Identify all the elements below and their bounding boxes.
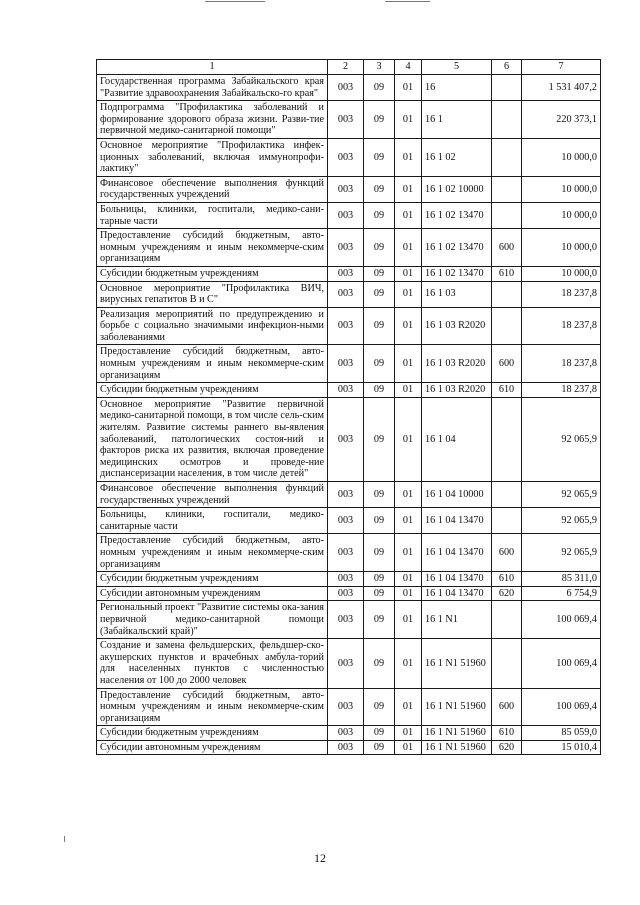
budget-table <box>96 59 601 755</box>
ministry-code-cell: 003 <box>328 176 364 202</box>
table-row <box>97 572 601 587</box>
table-row <box>97 639 601 688</box>
subsection-code-cell: 01 <box>395 266 422 281</box>
subsection-code-cell: 01 <box>395 572 422 587</box>
amount-cell: 18 237,8 <box>522 307 601 345</box>
expense-type-cell <box>492 508 522 534</box>
section-code-cell: 09 <box>364 482 395 508</box>
section-code-cell: 09 <box>364 75 395 101</box>
table-row <box>97 740 601 755</box>
subsection-code-cell: 01 <box>395 397 422 481</box>
expense-type-cell <box>492 281 522 307</box>
ministry-code-cell: 003 <box>328 572 364 587</box>
row-name-cell: Предоставление субсидий бюджетным, авто-номным учреждениям и иным некоммерче-ским организациям <box>97 688 328 726</box>
expense-type-cell: 610 <box>492 266 522 281</box>
target-article-cell: 16 1 04 13470 <box>422 586 492 601</box>
expense-type-cell: 610 <box>492 572 522 587</box>
column-header: 5 <box>422 60 492 75</box>
subsection-code-cell: 01 <box>395 601 422 639</box>
table-row <box>97 101 601 139</box>
row-name-cell: Государственная программа Забайкальского края "Развитие здравоохранения Забайкальско-го края" <box>97 75 328 101</box>
section-code-cell: 09 <box>364 138 395 176</box>
row-name-cell: Субсидии бюджетным учреждениям <box>97 572 328 587</box>
section-code-cell: 09 <box>364 229 395 267</box>
expense-type-cell <box>492 138 522 176</box>
ministry-code-cell: 003 <box>328 229 364 267</box>
row-name-cell: Субсидии бюджетным учреждениям <box>97 266 328 281</box>
subsection-code-cell: 01 <box>395 75 422 101</box>
section-code-cell: 09 <box>364 397 395 481</box>
section-code-cell: 09 <box>364 508 395 534</box>
amount-cell: 10 000,0 <box>522 266 601 281</box>
subsection-code-cell: 01 <box>395 383 422 398</box>
ministry-code-cell: 003 <box>328 397 364 481</box>
section-code-cell: 09 <box>364 726 395 741</box>
table-row <box>97 176 601 202</box>
expense-type-cell: 620 <box>492 586 522 601</box>
expense-type-cell <box>492 75 522 101</box>
row-name-cell: Предоставление субсидий бюджетным, авто-номным учреждениям и иным некоммерче-ским организациям <box>97 345 328 383</box>
ministry-code-cell: 003 <box>328 345 364 383</box>
table-row <box>97 307 601 345</box>
section-code-cell: 09 <box>364 601 395 639</box>
target-article-cell: 16 1 02 13470 <box>422 229 492 267</box>
expense-type-cell <box>492 101 522 139</box>
scan-mark-top-right <box>385 1 430 2</box>
expense-type-cell: 610 <box>492 383 522 398</box>
expense-type-cell: 600 <box>492 534 522 572</box>
subsection-code-cell: 01 <box>395 345 422 383</box>
table-row <box>97 75 601 101</box>
section-code-cell: 09 <box>364 266 395 281</box>
target-article-cell: 16 1 N1 51960 <box>422 688 492 726</box>
amount-cell: 15 010,4 <box>522 740 601 755</box>
ministry-code-cell: 003 <box>328 688 364 726</box>
section-code-cell: 09 <box>364 307 395 345</box>
subsection-code-cell: 01 <box>395 726 422 741</box>
ministry-code-cell: 003 <box>328 508 364 534</box>
row-name-cell: Финансовое обеспечение выполнения функций государственных учреждений <box>97 176 328 202</box>
scan-mark-top <box>205 1 265 2</box>
target-article-cell: 16 1 N1 51960 <box>422 639 492 688</box>
amount-cell: 10 000,0 <box>522 229 601 267</box>
section-code-cell: 09 <box>364 534 395 572</box>
scan-mark-left <box>64 836 65 842</box>
target-article-cell: 16 1 04 <box>422 397 492 481</box>
amount-cell: 18 237,8 <box>522 281 601 307</box>
table-row <box>97 281 601 307</box>
section-code-cell: 09 <box>364 345 395 383</box>
row-name-cell: Предоставление субсидий бюджетным, авто-номным учреждениям и иным некоммерче-ским организациям <box>97 534 328 572</box>
target-article-cell: 16 1 03 R2020 <box>422 307 492 345</box>
target-article-cell: 16 1 03 R2020 <box>422 345 492 383</box>
table-row <box>97 138 601 176</box>
row-name-cell: Субсидии автономным учреждениям <box>97 740 328 755</box>
ministry-code-cell: 003 <box>328 383 364 398</box>
ministry-code-cell: 003 <box>328 726 364 741</box>
column-header: 6 <box>492 60 522 75</box>
subsection-code-cell: 01 <box>395 482 422 508</box>
ministry-code-cell: 003 <box>328 586 364 601</box>
section-code-cell: 09 <box>364 281 395 307</box>
table-row <box>97 601 601 639</box>
table-row <box>97 229 601 267</box>
target-article-cell: 16 1 04 13470 <box>422 534 492 572</box>
column-header: 3 <box>364 60 395 75</box>
expense-type-cell <box>492 202 522 228</box>
target-article-cell: 16 1 N1 <box>422 601 492 639</box>
target-article-cell: 16 1 03 R2020 <box>422 383 492 398</box>
amount-cell: 18 237,8 <box>522 383 601 398</box>
target-article-cell: 16 1 02 10000 <box>422 176 492 202</box>
row-name-cell: Больницы, клиники, госпитали, медико-санитарные части <box>97 508 328 534</box>
section-code-cell: 09 <box>364 202 395 228</box>
amount-cell: 100 069,4 <box>522 601 601 639</box>
ministry-code-cell: 003 <box>328 101 364 139</box>
expense-type-cell <box>492 307 522 345</box>
amount-cell: 6 754,9 <box>522 586 601 601</box>
target-article-cell: 16 1 02 13470 <box>422 202 492 228</box>
target-article-cell: 16 1 03 <box>422 281 492 307</box>
target-article-cell: 16 1 04 13470 <box>422 508 492 534</box>
table-row <box>97 482 601 508</box>
amount-cell: 1 531 407,2 <box>522 75 601 101</box>
ministry-code-cell: 003 <box>328 266 364 281</box>
subsection-code-cell: 01 <box>395 639 422 688</box>
table-row <box>97 266 601 281</box>
subsection-code-cell: 01 <box>395 281 422 307</box>
amount-cell: 10 000,0 <box>522 202 601 228</box>
section-code-cell: 09 <box>364 572 395 587</box>
header-row <box>97 60 601 75</box>
row-name-cell: Основное мероприятие "Развитие первичной медико-санитарной помощи, в том числе сель-ским жителям. Развитие системы раннего вы-явления заболеваний, патологических состоя-ний и факторов риска их развития, включая проведение медицинских осмотров и проведе-ние диспансеризации населения, в том числе детей" <box>97 397 328 481</box>
row-name-cell: Предоставление субсидий бюджетным, авто-номным учреждениям и иным некоммерче-ским организациям <box>97 229 328 267</box>
row-name-cell: Субсидии бюджетным учреждениям <box>97 726 328 741</box>
table-row <box>97 345 601 383</box>
target-article-cell: 16 <box>422 75 492 101</box>
table-row <box>97 202 601 228</box>
ministry-code-cell: 003 <box>328 281 364 307</box>
expense-type-cell: 610 <box>492 726 522 741</box>
expense-type-cell <box>492 639 522 688</box>
target-article-cell: 16 1 <box>422 101 492 139</box>
subsection-code-cell: 01 <box>395 508 422 534</box>
section-code-cell: 09 <box>364 176 395 202</box>
column-header: 1 <box>97 60 328 75</box>
table-row <box>97 383 601 398</box>
row-name-cell: Субсидии бюджетным учреждениям <box>97 383 328 398</box>
ministry-code-cell: 003 <box>328 534 364 572</box>
subsection-code-cell: 01 <box>395 586 422 601</box>
ministry-code-cell: 003 <box>328 202 364 228</box>
section-code-cell: 09 <box>364 740 395 755</box>
amount-cell: 100 069,4 <box>522 639 601 688</box>
expense-type-cell <box>492 176 522 202</box>
expense-type-cell: 620 <box>492 740 522 755</box>
expense-type-cell: 600 <box>492 229 522 267</box>
ministry-code-cell: 003 <box>328 307 364 345</box>
subsection-code-cell: 01 <box>395 688 422 726</box>
ministry-code-cell: 003 <box>328 75 364 101</box>
section-code-cell: 09 <box>364 383 395 398</box>
row-name-cell: Больницы, клиники, госпитали, медико-сани-тарные части <box>97 202 328 228</box>
page-number: 12 <box>314 851 326 865</box>
row-name-cell: Реализация мероприятий по предупреждению и борьбе с социально значимыми инфекцион-ными заболеваниями <box>97 307 328 345</box>
amount-cell: 18 237,8 <box>522 345 601 383</box>
amount-cell: 220 373,1 <box>522 101 601 139</box>
section-code-cell: 09 <box>364 688 395 726</box>
ministry-code-cell: 003 <box>328 138 364 176</box>
subsection-code-cell: 01 <box>395 307 422 345</box>
column-header: 4 <box>395 60 422 75</box>
amount-cell: 10 000,0 <box>522 176 601 202</box>
row-name-cell: Создание и замена фельдшерских, фельдшер-ско-акушерских пунктов и врачебных амбула-торий для населенных пунктов с численностью населения от 100 до 2000 человек <box>97 639 328 688</box>
amount-cell: 92 065,9 <box>522 397 601 481</box>
section-code-cell: 09 <box>364 101 395 139</box>
row-name-cell: Финансовое обеспечение выполнения функций государственных учреждений <box>97 482 328 508</box>
table-body <box>97 75 601 755</box>
ministry-code-cell: 003 <box>328 601 364 639</box>
expense-type-cell <box>492 397 522 481</box>
subsection-code-cell: 01 <box>395 740 422 755</box>
target-article-cell: 16 1 N1 51960 <box>422 740 492 755</box>
target-article-cell: 16 1 02 13470 <box>422 266 492 281</box>
expense-type-cell <box>492 601 522 639</box>
target-article-cell: 16 1 04 10000 <box>422 482 492 508</box>
ministry-code-cell: 003 <box>328 482 364 508</box>
subsection-code-cell: 01 <box>395 138 422 176</box>
amount-cell: 100 069,4 <box>522 688 601 726</box>
column-header: 2 <box>328 60 364 75</box>
subsection-code-cell: 01 <box>395 534 422 572</box>
amount-cell: 92 065,9 <box>522 534 601 572</box>
target-article-cell: 16 1 04 13470 <box>422 572 492 587</box>
target-article-cell: 16 1 N1 51960 <box>422 726 492 741</box>
table-row <box>97 688 601 726</box>
expense-type-cell: 600 <box>492 688 522 726</box>
table-row <box>97 726 601 741</box>
amount-cell: 85 059,0 <box>522 726 601 741</box>
column-header: 7 <box>522 60 601 75</box>
subsection-code-cell: 01 <box>395 202 422 228</box>
amount-cell: 85 311,0 <box>522 572 601 587</box>
table-row <box>97 534 601 572</box>
subsection-code-cell: 01 <box>395 176 422 202</box>
expense-type-cell <box>492 482 522 508</box>
amount-cell: 10 000,0 <box>522 138 601 176</box>
ministry-code-cell: 003 <box>328 639 364 688</box>
row-name-cell: Субсидии автономным учреждениям <box>97 586 328 601</box>
row-name-cell: Основное мероприятие "Профилактика ВИЧ, вирусных гепатитов В и С" <box>97 281 328 307</box>
subsection-code-cell: 01 <box>395 229 422 267</box>
table-row <box>97 397 601 481</box>
row-name-cell: Региональный проект "Развитие системы ока-зания первичной медико-санитарной помощи (Забайкальский край)" <box>97 601 328 639</box>
row-name-cell: Подпрограмма "Профилактика заболеваний и формирование здорового образа жизни. Разви-тие первичной медико-санитарной помощи" <box>97 101 328 139</box>
row-name-cell: Основное мероприятие "Профилактика инфек-ционных заболеваний, включая иммунопрофи-лактику" <box>97 138 328 176</box>
section-code-cell: 09 <box>364 586 395 601</box>
table-row <box>97 586 601 601</box>
target-article-cell: 16 1 02 <box>422 138 492 176</box>
amount-cell: 92 065,9 <box>522 482 601 508</box>
ministry-code-cell: 003 <box>328 740 364 755</box>
table-row <box>97 508 601 534</box>
amount-cell: 92 065,9 <box>522 508 601 534</box>
expense-type-cell: 600 <box>492 345 522 383</box>
subsection-code-cell: 01 <box>395 101 422 139</box>
section-code-cell: 09 <box>364 639 395 688</box>
